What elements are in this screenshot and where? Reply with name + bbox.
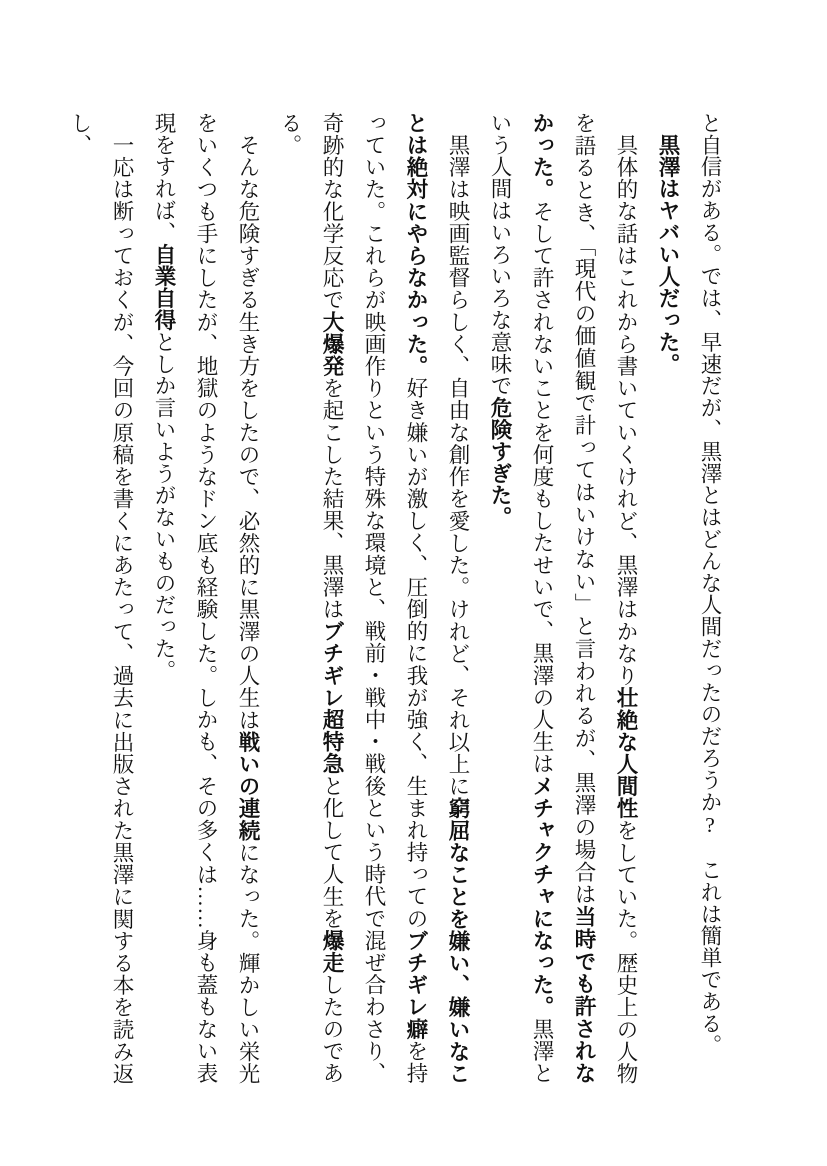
emphasis-text: 戦いの連続 (236, 730, 260, 841)
paragraph (59, 112, 143, 1084)
body-text: と自信がある。では、早速だが、黒澤とはどんな人間だったのだろうか (698, 112, 722, 813)
body-text: 具体的な話はこれから書いていくけれど、黒澤はかなり (614, 133, 638, 687)
emphasis-text: 当時でも許されなかった。 (530, 112, 596, 1085)
body-text: を起こした結果、黒澤は (320, 377, 344, 621)
body-text: 好き嫌いが激しく、圧倒的に我が強く、生まれ持っての (404, 377, 428, 930)
emphasis-text: 大爆発 (320, 310, 344, 378)
body-text: これは簡単である。 (698, 837, 722, 1057)
text-block (59, 112, 731, 1084)
body-text: になった。輝かしい栄光をいくつも手にしたが、地獄のようなドン底も経験した。しかも、その多くは……身も蓋もない表現をすれば、 (152, 112, 260, 1084)
body-text: をしていた。歴史上の人物を語るとき、「現代の価値観で計ってはいけない」と言われるが、黒澤の場合は (572, 112, 638, 1084)
emphasis-text: 爆走 (320, 929, 344, 974)
body-text: 黒澤という人間はいろいろな意味で (488, 112, 554, 1084)
emphasis-text: メチャクチャになった。 (530, 774, 554, 1018)
paragraph (143, 112, 269, 1084)
body-text: したのである。 (278, 112, 344, 1085)
emphasis-text: 危険すぎた。 (488, 396, 512, 529)
paragraph (689, 112, 731, 1084)
body-text: 一応は断っておくが、今回の原稿を書くにあたって、過去に出版された黒澤に関する本を読み返し、 (68, 112, 134, 1084)
emphasis-text: ブチギレ超特急 (320, 620, 344, 775)
body-text: を持っていた。これらが映画作りという特殊な環境と、戦前・戦中・戦後という時代で混ぜ合わさり、奇跡的な化学反応で (320, 112, 428, 1084)
body-text: 黒澤は映画監督らしく、自由な創作を愛した。けれど、それ以上に (446, 133, 470, 797)
emphasis-text: ブチギレ癖 (404, 929, 428, 1040)
paragraph (647, 112, 689, 1084)
emphasis-text: 黒澤はヤバい人だった。 (656, 133, 680, 375)
emphasis-text: 壮絶な人間性 (614, 686, 638, 819)
emphasis-text: 窮屈なことを嫌い、嫌いなことは絶対にやらなかった。 (404, 112, 470, 1085)
body-text: と化して人生を (320, 774, 344, 930)
paragraph (479, 112, 647, 1084)
body-text: そして許されないことを何度もしたせいで、黒澤の人生は (530, 200, 554, 775)
body-text: そんな危険すぎる生き方をしたので、必然的に黒澤の人生は (236, 133, 260, 731)
body-text: としか言いようがないものだった。 (152, 331, 176, 682)
emphasis-text: 自業自得 (152, 243, 176, 332)
body-text: ? (698, 812, 722, 838)
paragraph (269, 112, 479, 1084)
